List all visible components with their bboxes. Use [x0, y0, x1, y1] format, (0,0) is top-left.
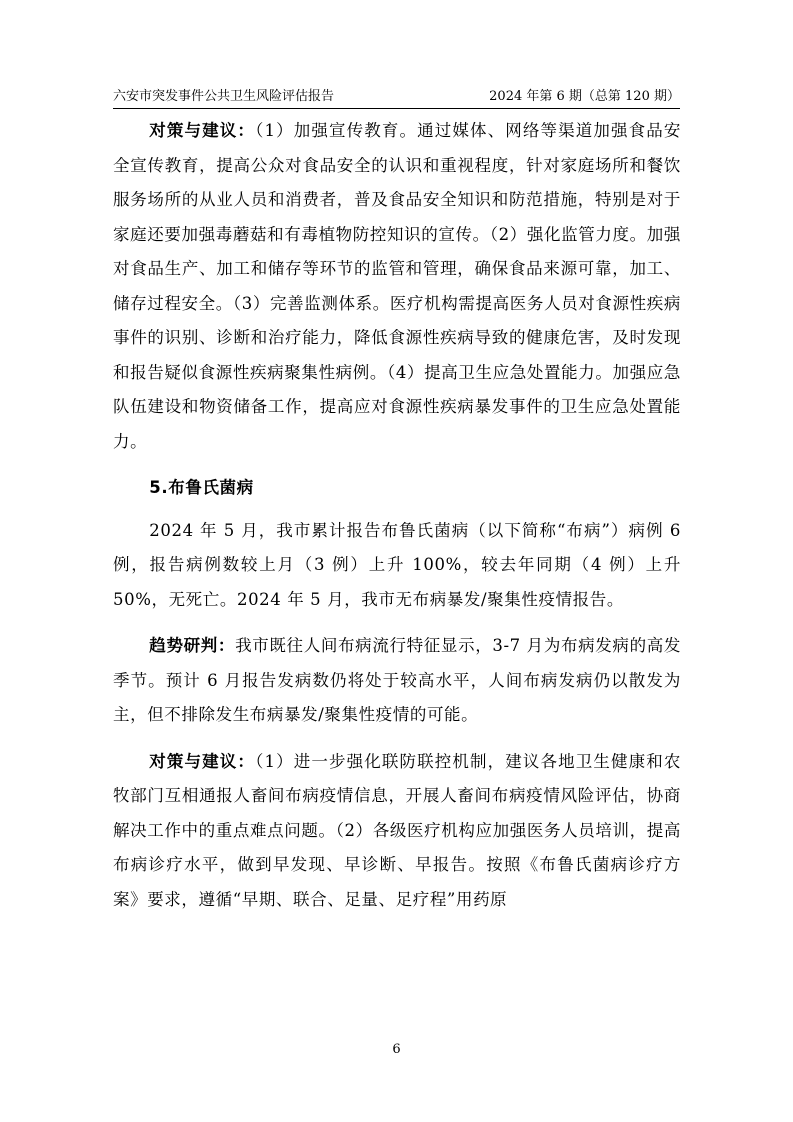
section-heading-brucellosis: 5.布鲁氏菌病: [149, 478, 254, 497]
header-report-title: 六安市突发事件公共卫生风险评估报告: [113, 89, 335, 104]
paragraph-text: （1）进一步强化联防联控机制，建议各地卫生健康和农牧部门互相通报人畜间布病疫情信息，开展人畜间布病疫情风险评估，协商解决工作中的重点难点问题。（2）各级医疗机构应加强医务人员培训，提高布病诊疗水平，做到早发现、早诊断、早报告。按照《布鲁氏菌病诊疗方案》要求，遵循“早期、联合、足量、足疗程”用药原: [113, 751, 682, 909]
paragraph-food-safety-measures: [113, 114, 681, 459]
paragraph-brucellosis-measures: [113, 745, 681, 918]
paragraph-trend-analysis: [113, 629, 681, 733]
lead-countermeasures: 对策与建议：: [149, 121, 256, 140]
header-issue-number: 2024 年第 6 期（总第 120 期）: [489, 89, 680, 104]
page-header: [113, 84, 680, 109]
document-body: [113, 114, 681, 917]
page-number: 6: [392, 1042, 401, 1057]
paragraph-text: 我市既往人间布病流行特征显示，3-7 月为布病发病的高发季节。预计 6 月报告发病数仍将处于较高水平，人间布病发病仍以散发为主，但不排除发生布病暴发/聚集性疫情的可能。: [113, 636, 681, 724]
paragraph-text: 2024 年 5 月，我市累计报告布鲁氏菌病（以下简称“布病”）病例 6 例，报告病例数较上月（3 例）上升 100%，较去年同期（4 例）上升 50%，无死亡。2024 年 5 月，我市无布病暴发/聚集性疫情报告。: [113, 520, 681, 609]
lead-trend: 趋势研判：: [149, 636, 236, 655]
paragraph-text: （1）加强宣传教育。通过媒体、网络等渠道加强食品安全宣传教育，提高公众对食品安全的认识和重视程度，针对家庭场所和餐饮服务场所的从业人员和消费者，普及食品安全知识和防范措施，特别是对于家庭还要加强毒蘑菇和有毒植物防控知识的宣传。（2）强化监管力度。加强对食品生产、加工和储存等环节的监管和管理，确保食品来源可靠，加工、储存过程安全。（3）完善监测体系。医疗机构需提高医务人员对食源性疾病事件的识别、诊断和治疗能力，降低食源性疾病导致的健康危害，及时发现和报告疑似食源性疾病聚集性病例。（4）提高卫生应急处置能力。加强应急队伍建设和物资储备工作，提高应对食源性疾病暴发事件的卫生应急处置能力。: [113, 121, 682, 451]
lead-countermeasures: 对策与建议：: [149, 751, 256, 771]
paragraph-brucellosis-cases: [113, 514, 681, 618]
